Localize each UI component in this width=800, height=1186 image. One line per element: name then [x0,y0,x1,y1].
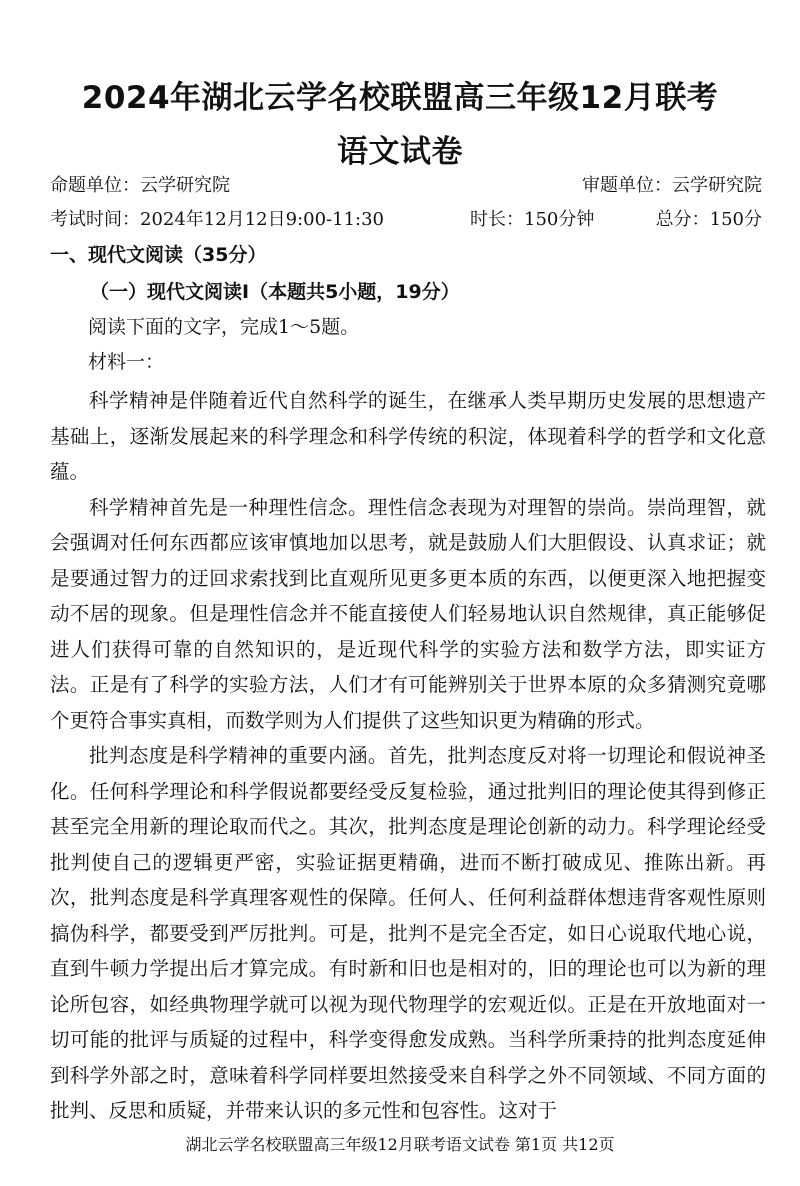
reading-instruction: 阅读下面的文字，完成1～5题。 [88,316,360,338]
setter-reviewer-row [50,171,762,201]
total-score: 总分：150分 [655,209,762,230]
subsection-heading: （一）现代文阅读Ⅰ（本题共5小题，19分） [90,281,460,303]
material-label: 材料一： [88,351,165,373]
exam-title: 2024年湖北云学名校联盟高三年级12月联考 [81,80,719,116]
page-footer: 湖北云学名校联盟高三年级12月联考语文试卷 第1页 共12页 [185,1135,615,1154]
setter-info: 命题单位：云学研究院 [50,175,230,196]
exam-info-row [50,205,762,235]
passage-paragraph: 科学精神是伴随着近代自然科学的诞生，在继承人类早期历史发展的思想遗产基础上，逐渐发展起来的科学理念和科学传统的积淀，体现着科学的哲学和文化意蕴。 [50,389,766,483]
reviewer-info: 审题单位：云学研究院 [582,175,762,196]
passage-body [50,383,766,1129]
exam-time: 考试时间：2024年12月12日9:00-11:30 [50,209,384,230]
passage-paragraph: 批判态度是科学精神的重要内涵。首先，批判态度反对将一切理论和假说神圣化。任何科学理论和科学假说都要经受反复检验，通过批判旧的理论使其得到修正甚至完全用新的理论取而代之。其次，批判态度是理论创新的动力。科学理论经受批判使自己的逻辑更严密，实验证据更精确，进而不断打破成见、推陈出新。再次，批判态度是科学真理客观性的保障。任何人、任何利益群体想违背客观性原则搞伪科学，都要受到严厉批判。可是，批判不是完全否定，如日心说取代地心说，直到牛顿力学提出后才算完成。有时新和旧也是相对的，旧的理论也可以为新的理论所包容，如经典物理学就可以视为现代物理学的宏观近似。正是在开放地面对一切可能的批评与质疑的过程中，科学变得愈发成熟。当科学所秉持的批判态度延伸到科学外部之时，意味着科学同样要坦然接受来自科学之外不同领域、不同方面的批判、反思和质疑，并带来认识的多元性和包容性。这对于 [50,744,766,1122]
exam-duration: 时长：150分钟 [470,209,595,230]
subject-title: 语文试卷 [337,134,463,170]
passage-paragraph: 科学精神首先是一种理性信念。理性信念表现为对理智的崇尚。崇尚理智，就会强调对任何东西都应该审慎地加以思考，就是鼓励人们大胆假设、认真求证；就是要通过智力的迂回求索找到比直观所见更多更本质的东西，以便更深入地把握变动不居的现象。但是理性信念并不能直接使人们轻易地认识自然规律，真正能够促进人们获得可靠的自然知识的，是近现代科学的实验方法和数学方法，即实证方法。正是有了科学的实验方法，人们才有可能辨别关于世界本原的众多猜测究竟哪个更符合事实真相，而数学则为人们提供了这些知识更为精确的形式。 [50,495,766,732]
section-heading: 一、现代文阅读（35分） [50,244,267,266]
